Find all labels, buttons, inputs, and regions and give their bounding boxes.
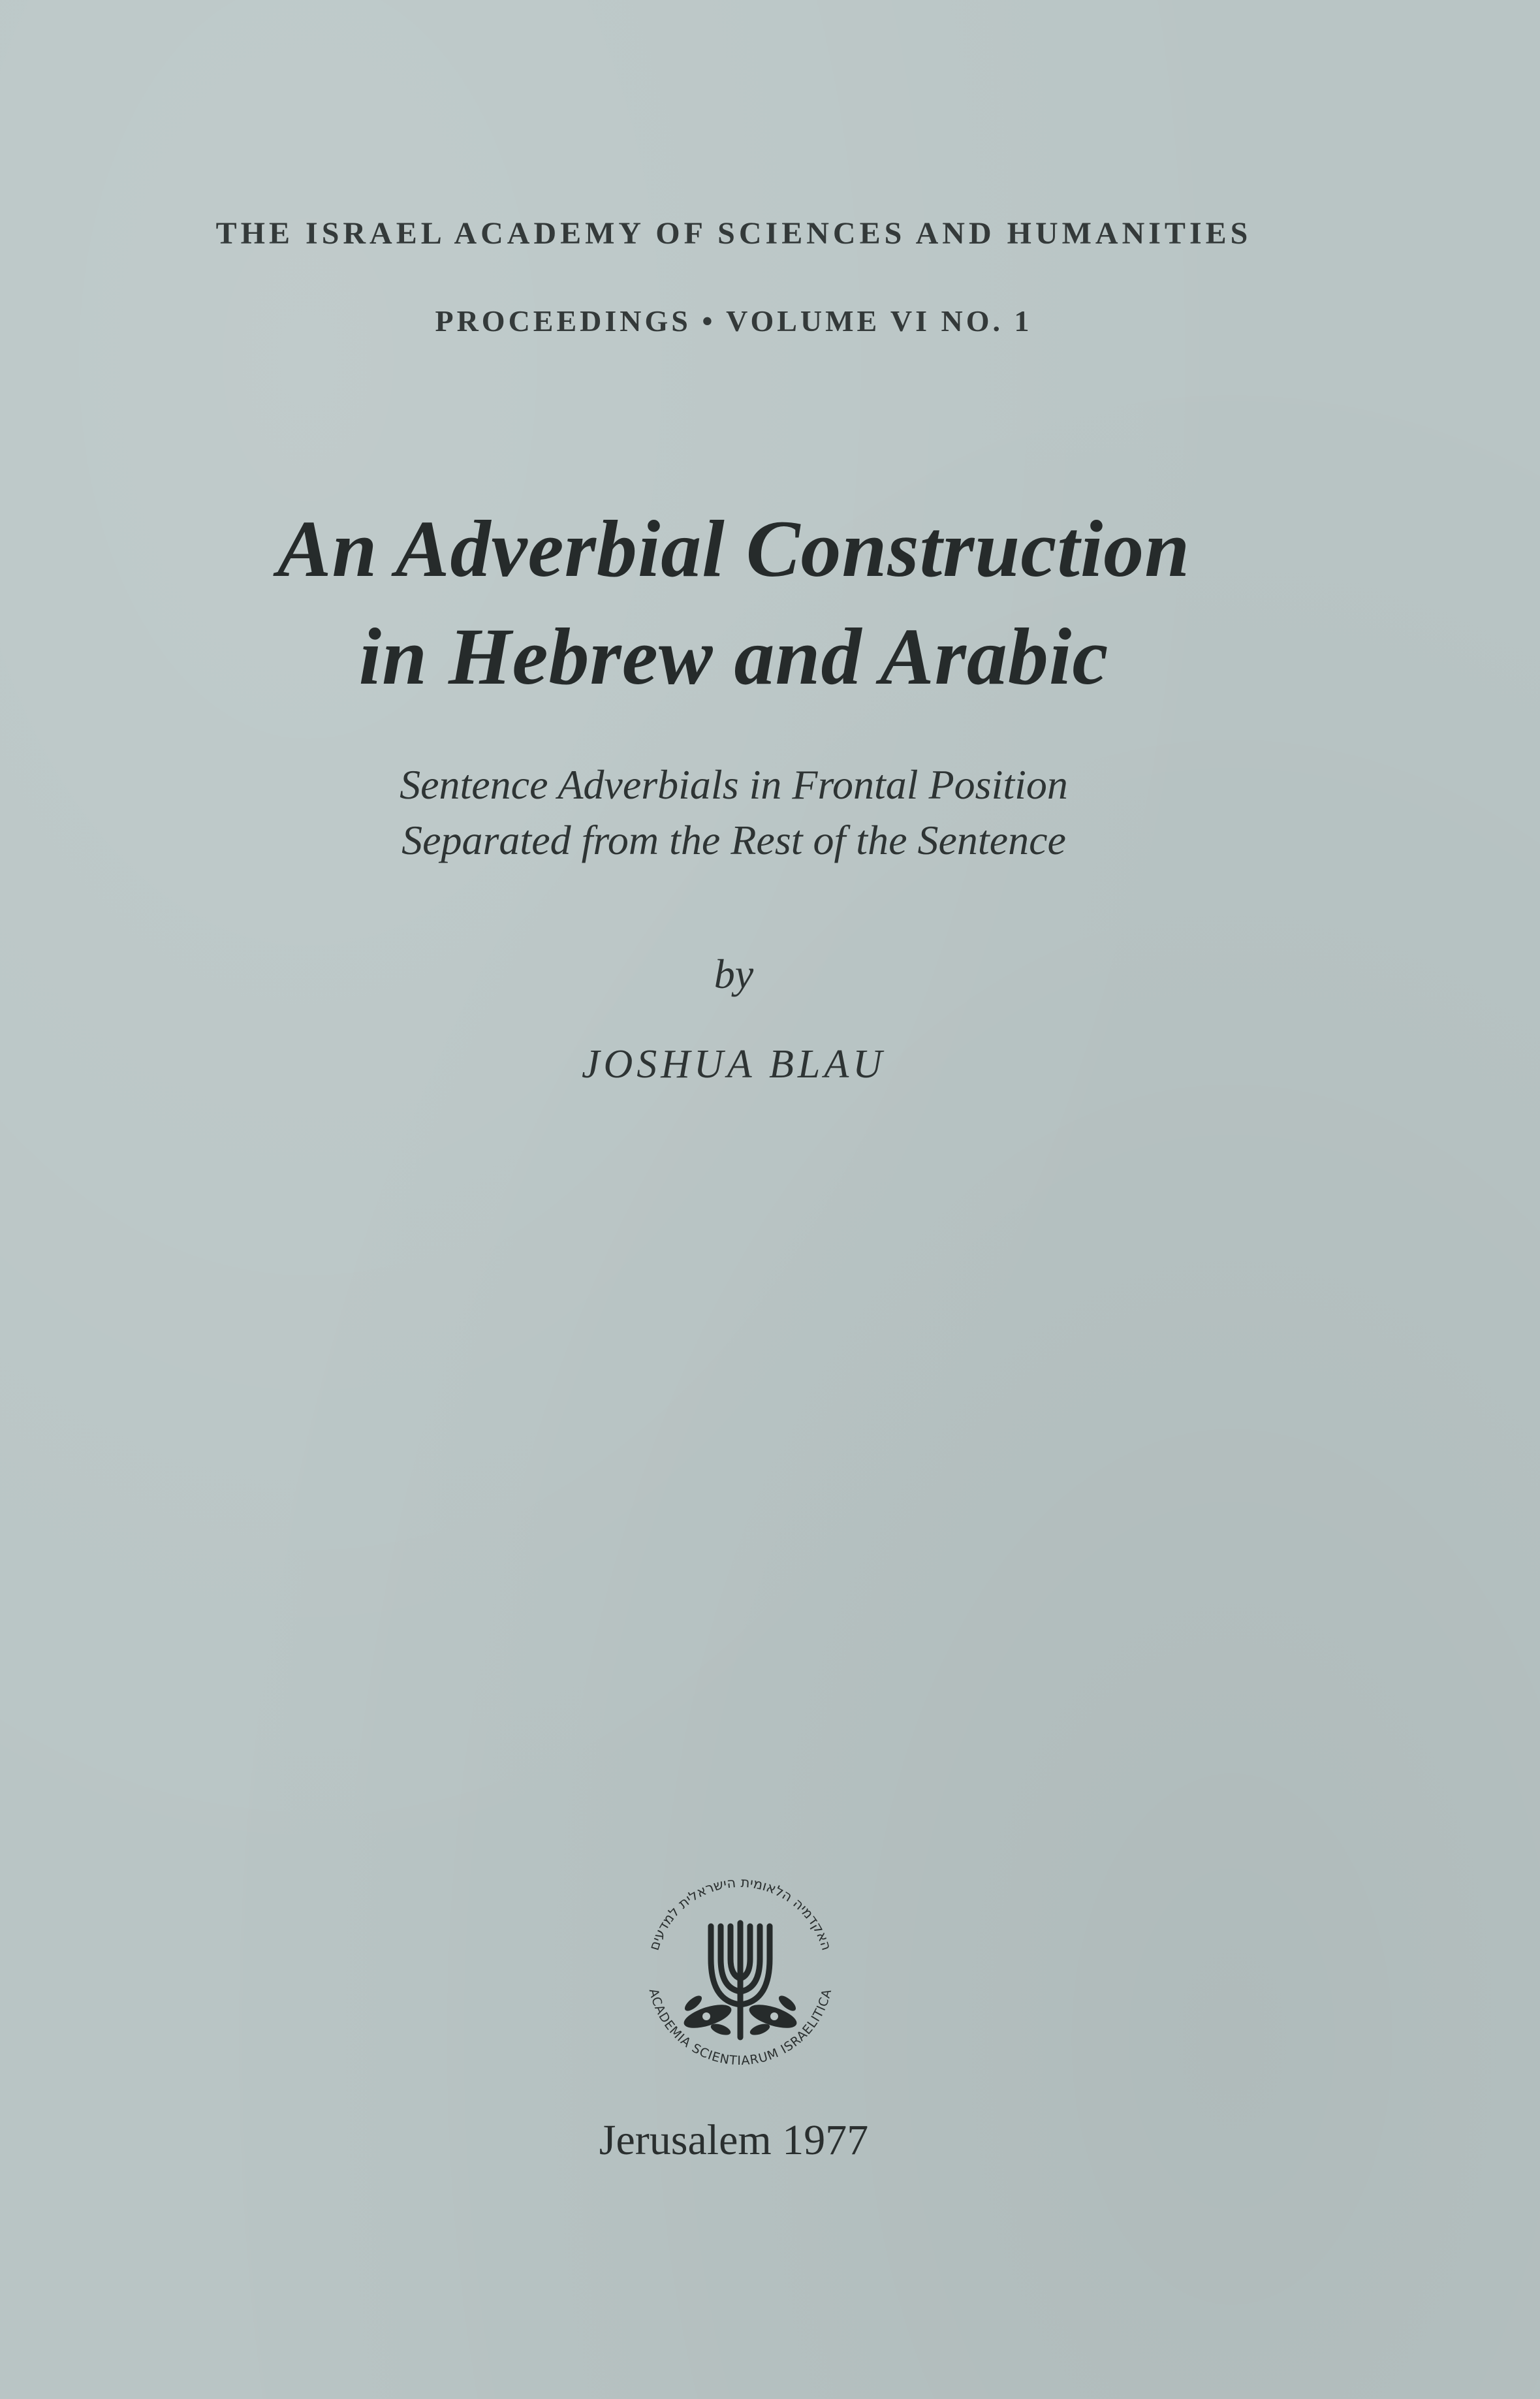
by-label: by — [714, 951, 754, 997]
academy-name: THE ISRAEL ACADEMY OF SCIENCES AND HUMANITIES — [215, 216, 1252, 251]
title-line-2: in Hebrew and Arabic — [358, 612, 1109, 701]
menorah-seal-icon — [629, 1861, 851, 2083]
author-name: JOSHUA BLAU — [581, 1042, 887, 1087]
subtitle-line-2: Separated from the Rest of the Sentence — [401, 817, 1066, 863]
subtitle-line-1: Sentence Adverbials in Frontal Position — [400, 761, 1068, 808]
imprint-place-year: Jerusalem 1977 — [599, 2116, 869, 2164]
svg-text:ACADEMIA SCIENTIARUM ISRAELITI: ACADEMIA SCIENTIARUM ISRAELITICA — [646, 1987, 835, 2069]
series-volume: PROCEEDINGS • VOLUME VI NO. 1 — [435, 304, 1033, 338]
svg-text:האקדמיה הלאומית הישראלית למדעי: האקדמיה הלאומית הישראלית למדעים — [646, 1874, 835, 1952]
title-line-1: An Adverbial Construction — [277, 504, 1191, 594]
